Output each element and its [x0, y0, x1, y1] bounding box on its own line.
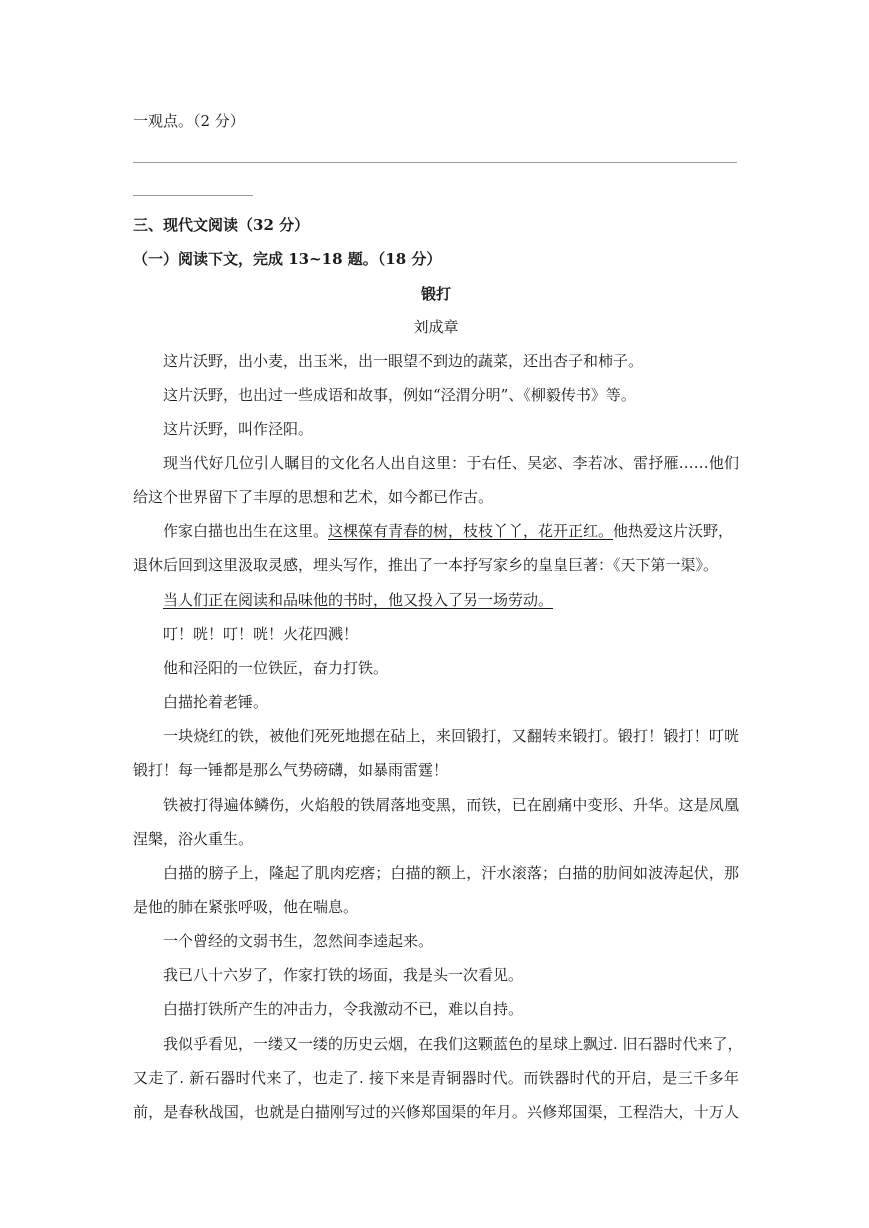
answer-line	[133, 162, 737, 163]
paragraph-line: 白描的膀子上，隆起了肌肉疙瘩；白描的额上，汗水滚落；白描的肋间如波涛起伏，那	[163, 864, 739, 882]
paragraph-line: 我似乎看见，一缕又一缕的历史云烟，在我们这颗蓝色的星球上飘过. 旧石器时代来了，	[163, 1035, 743, 1053]
paragraph-line: 前，是春秋战国，也就是白描刚写过的兴修郑国渠的年月。兴修郑国渠，工程浩大，十万人	[133, 1103, 739, 1121]
paragraph: 白描抡着老锤。	[163, 693, 269, 711]
underlined-sentence: 这棵葆有青春的树，枝枝丫丫，花开正红。	[328, 522, 614, 540]
paragraph-line: 涅槃，浴火重生。	[133, 830, 254, 848]
paragraph: 一个曾经的文弱书生，忽然间李逵起来。	[163, 932, 434, 950]
text-span: 作家白描也出生在这里。	[163, 522, 329, 540]
paragraph: 这片沃野，出小麦，出玉米，出一眼望不到边的蔬菜，还出杏子和柿子。	[163, 352, 644, 370]
paragraph: 这片沃野，也出过一些成语和故事，例如“泾渭分明”、《柳毅传书》等。	[163, 386, 636, 404]
paragraph: 白描打铁所产生的冲击力，令我激动不已，难以自持。	[163, 1000, 524, 1018]
paragraph-line: 铁被打得遍体鳞伤，火焰般的铁屑落地变黑，而铁，已在剧痛中变形、升华。这是凤凰	[163, 796, 739, 814]
text-span: 他热爱这片沃野，	[613, 522, 734, 540]
article-author: 刘成章	[413, 318, 459, 336]
paragraph: 这片沃野，叫作泾阳。	[163, 420, 314, 438]
previous-question-tail: 一观点。（2 分）	[133, 112, 245, 130]
paragraph-line: 现当代好几位引人瞩目的文化名人出自这里：于右任、吴宓、李若冰、雷抒雁……他们	[163, 454, 739, 472]
underlined-sentence: 当人们正在阅读和品味他的书时，他又投入了另一场劳动。	[163, 591, 554, 609]
article-title: 锻打	[420, 285, 451, 303]
paragraph-line: 退休后回到这里汲取灵感，埋头写作，推出了一本抒写家乡的皇皇巨著：《天下第一渠》。	[133, 556, 719, 574]
paragraph: 他和泾阳的一位铁匠，奋力打铁。	[163, 659, 389, 677]
paragraph-line: 是他的肺在紧张呼吸，他在喘息。	[133, 898, 359, 916]
paragraph: 我已八十六岁了，作家打铁的场面，我是头一次看见。	[163, 966, 524, 984]
paragraph-line	[163, 590, 739, 610]
paragraph-line: 又走了. 新石器时代来了，也走了. 接下来是青铜器时代。而铁器时代的开启，是三千多年	[133, 1069, 739, 1087]
paragraph-line	[163, 521, 739, 541]
section-heading: 三、现代文阅读（32 分）	[133, 216, 310, 234]
section-subheading: （一）阅读下文，完成 13~18 题。（18 分）	[133, 250, 442, 268]
answer-line-short	[133, 195, 253, 196]
paragraph-line: 一块烧红的铁，被他们死死地摁在砧上，来回锻打，又翻转来锻打。锻打！锻打！叮咣	[163, 727, 739, 745]
paragraph-line: 锻打！每一锤都是那么气势磅礴，如暴雨雷霆！	[133, 761, 449, 779]
paragraph: 叮！咣！叮！咣！火花四溅！	[163, 625, 359, 643]
paragraph-line: 给这个世界留下了丰厚的思想和艺术，如今都已作古。	[133, 488, 494, 506]
